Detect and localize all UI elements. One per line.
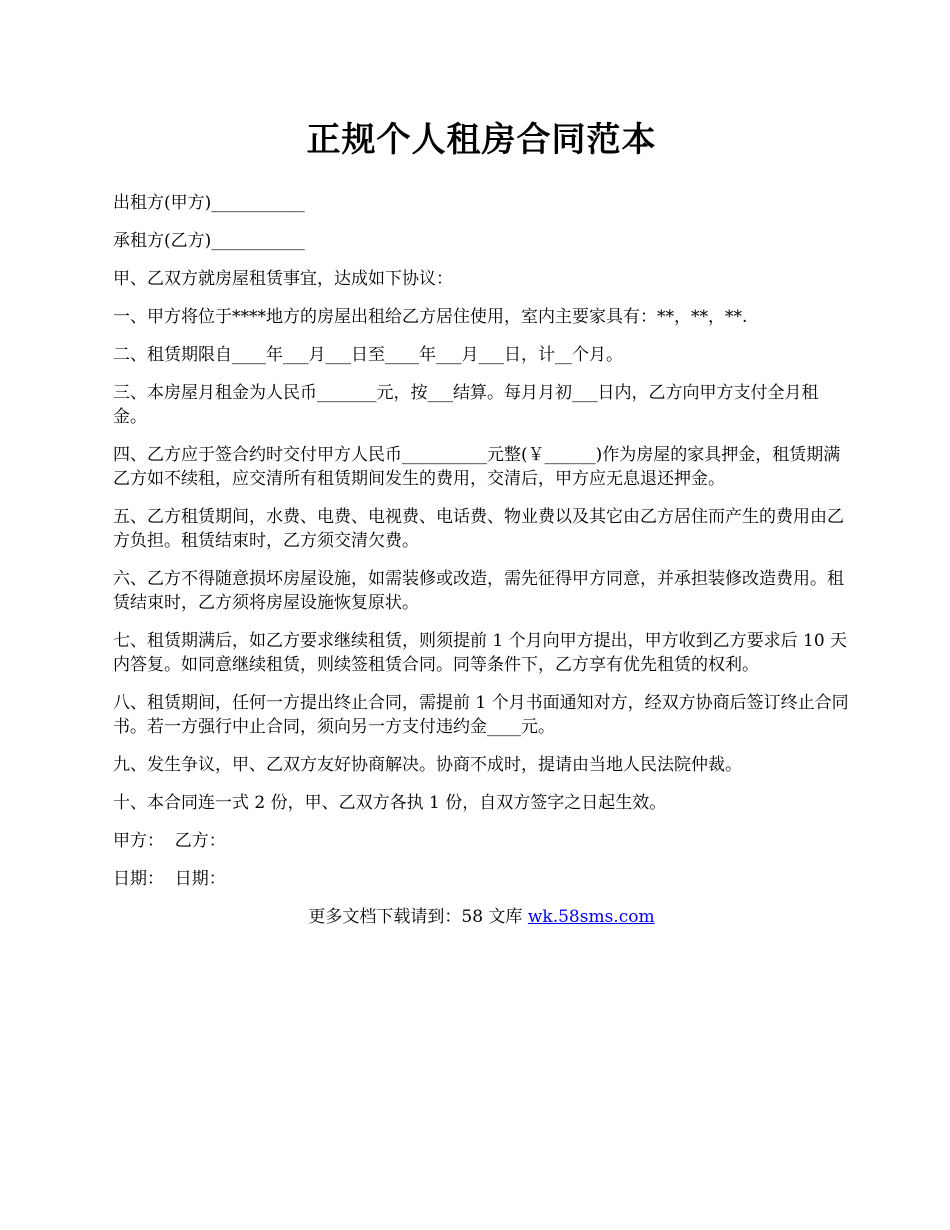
clause-1: 一、甲方将位于****地方的房屋出租给乙方居住使用，室内主要家具有：**，**，**. (113, 307, 748, 327)
clause-10: 十、本合同连一式 2 份，甲、乙双方各执 1 份，自双方签字之日起生效。 (113, 793, 667, 813)
clause-9: 九、发生争议，甲、乙双方友好协商解决。协商不成时，提请由当地人民法院仲裁。 (113, 755, 742, 775)
footer-link[interactable]: wk.58sms.com (527, 907, 655, 927)
date-line: 日期： 日期： (113, 869, 226, 889)
footer-text: 更多文档下载请到：58 文库 (308, 907, 528, 927)
lessor-line: 出租方(甲方)___________ (113, 193, 305, 213)
document-title: 正规个人租房合同范本 (306, 120, 657, 160)
clause-2: 二、租赁期限自____年___月___日至____年___月___日，计__个月。 (113, 345, 623, 365)
clause-7: 七、租赁期满后，如乙方要求继续租赁，则须提前 1 个月向甲方提出，甲方收到乙方要求后 10 天内答复。如同意继续租赁，则续签租赁合同。同等条件下，乙方享有优先租赁的权利。 (113, 631, 848, 675)
signature-line: 甲方： 乙方： (113, 831, 226, 851)
clause-3: 三、本房屋月租金为人民币_______元，按___结算。每月月初___日内，乙方向甲方支付全月租金。 (113, 383, 819, 427)
clause-8: 八、租赁期间，任何一方提出终止合同，需提前 1 个月书面通知对方，经双方协商后签订终止合同书。若一方强行中止合同，须向另一方支付违约金____元。 (113, 693, 849, 737)
clause-6: 六、乙方不得随意损坏房屋设施，如需装修或改造，需先征得甲方同意，并承担装修改造费用。租赁结束时，乙方须将房屋设施恢复原状。 (113, 569, 844, 613)
lessee-line: 承租方(乙方)___________ (113, 231, 305, 251)
clause-5: 五、乙方租赁期间，水费、电费、电视费、电话费、物业费以及其它由乙方居住而产生的费用由乙方负担。租赁结束时，乙方须交清欠费。 (113, 507, 844, 551)
agreement-intro: 甲、乙双方就房屋租赁事宜，达成如下协议： (113, 269, 453, 289)
download-footer (113, 905, 850, 929)
clause-4: 四、乙方应于签合约时交付甲方人民币__________元整(￥______)作为房屋的家具押金，租赁期满乙方如不续租，应交清所有租赁期间发生的费用，交清后，甲方应无息退还押金。 (113, 445, 841, 489)
